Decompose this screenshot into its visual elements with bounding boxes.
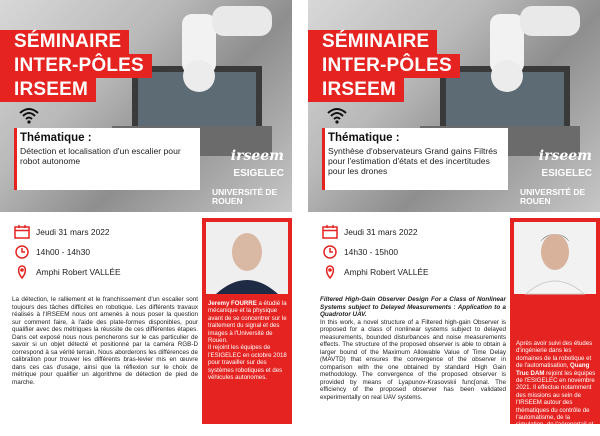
event-date: Jeudi 31 mars 2022 — [36, 227, 110, 237]
clock-icon — [14, 245, 30, 259]
esigelec-logo: ESIGELEC — [541, 168, 592, 179]
location-pin-icon — [322, 265, 338, 279]
speaker-bio: Jeremy FOURRE a étudié la mécanique et la physique avant de se concentrer sur le traitement du signal et des images à l'Université de Rouen. Il rejoint les équipes de l'ESIGELEC en octobre 2018 pour travailler sur des systèmes robotiques et des véhicules autonomes. — [208, 300, 287, 382]
universite-rouen-logo: UNIVERSITÉ DE ROUEN — [520, 187, 586, 206]
clock-icon — [322, 245, 338, 259]
calendar-icon — [322, 225, 338, 239]
wifi-icon — [326, 106, 348, 124]
event-room: Amphi Robert VALLÉE — [344, 267, 429, 277]
irseem-logo: irseem — [230, 148, 284, 164]
speaker-bio: Après avoir suivi des études d'ingénierie dans les domaines de la robotique et de l'automatisation, Quang Truc DAM rejoint les équipes de l'ESIGELEC en novembre 2021. Il effectue notamment des missions au sein de l'IRSEEM autour des thématiques du contrôle de l'automatisme, de la simulation, de l'aéroportail et de la programmation. — [516, 340, 596, 436]
room-row — [322, 262, 502, 282]
event-room: Amphi Robert VALLÉE — [36, 267, 121, 277]
speaker-name: Quang Truc DAM — [516, 362, 590, 377]
title-line-1: SÉMINAIRE — [0, 30, 129, 54]
poster-right — [308, 0, 600, 436]
theme-box — [322, 128, 508, 190]
abstract-title: Filtered High-Gain Observer Design For a Class of Nonlinear Systems subject to Delayed Measurements : Application to a Quadrotor UAV. — [320, 296, 506, 318]
date-row — [14, 222, 194, 242]
date-row — [322, 222, 502, 242]
title-line-3: IRSEEM — [0, 78, 96, 102]
room-row — [14, 262, 194, 282]
theme-label: Thématique : — [20, 132, 92, 144]
event-info — [14, 222, 194, 282]
speaker-name: Jeremy FOURRE — [208, 300, 257, 307]
title-line-2: INTER-PÔLES — [0, 54, 152, 78]
universite-rouen-logo: UNIVERSITÉ DE ROUEN — [212, 187, 278, 206]
theme-label: Thématique : — [328, 132, 400, 144]
title-line-2: INTER-PÔLES — [308, 54, 460, 78]
irseem-logo: irseem — [538, 148, 592, 164]
abstract-text: La détection, le ralliement et le franchissement d'un escalier sont toujours des tâches difficiles en robotique. Les différents travaux réalisés à l'IRSEEM nous ont amenés à nous poser la question sur comment faire, à l'aide des plate-formes disponibles, pour qualifier avec des métriques la réussite de ces différentes étapes. Dans cet exposé nous nous pencherons sur le cas particulier de savoir si un objet détecté et positionné par la caméra RGB-D correspond à sa vérité terrain. Nous aborderons les différences de calibration pour trouver les différents bras-levier mis en œuvre dans ces cas d'usage, ainsi que la réflexion sur le choix de métrique pour qualifier un algorithme de détection de pied de marche. — [12, 296, 198, 386]
event-time: 14h30 - 15h00 — [344, 247, 399, 257]
poster-left — [0, 0, 292, 424]
event-info — [322, 222, 502, 282]
calendar-icon — [14, 225, 30, 239]
wifi-icon — [18, 106, 40, 124]
hero-image — [0, 0, 292, 212]
speaker-photo — [206, 222, 288, 294]
title-line-1: SÉMINAIRE — [308, 30, 437, 54]
speaker-panel — [202, 218, 292, 424]
location-pin-icon — [14, 265, 30, 279]
speaker-panel — [510, 218, 600, 436]
time-row — [14, 242, 194, 262]
abstract-text: Filtered High-Gain Observer Design For a Class of Nonlinear Systems subject to Delayed Measurements : Application to a Quadrotor UAV. In this work, a novel structure of a Filtered high-gain Observer is proposed for a class of nonlinear systems subject to delayed measurements, bounded disturbances and noise measurements effects. The structure of the proposed observer is able to obtain a larger bound of the Maximum Allowable Value of Time Delay (MAVTD) that ensures the convergence of the observer in comparison with the one obtained by standard High Gain methodology. The convergence of the proposed observer is provided by means of Lyapunov-Krasovskii func[onal. The efficiency of the proposed observer has been validated experimentally on real UAV systems. — [320, 296, 506, 401]
hero-image — [308, 0, 600, 212]
logos — [212, 140, 292, 212]
event-date: Jeudi 31 mars 2022 — [344, 227, 418, 237]
esigelec-logo: ESIGELEC — [233, 168, 284, 179]
time-row — [322, 242, 502, 262]
theme-text: Détection et localisation d'un escalier pour robot autonome — [20, 146, 181, 166]
speaker-photo — [514, 222, 596, 294]
title-line-3: IRSEEM — [308, 78, 404, 102]
event-time: 14h00 - 14h30 — [36, 247, 91, 257]
theme-box — [14, 128, 200, 190]
logos — [520, 140, 600, 212]
theme-text: Synthèse d'observateurs Grand gains Filtrés pour l'estimation d'états et des incertitudes pour les drones — [328, 146, 498, 176]
